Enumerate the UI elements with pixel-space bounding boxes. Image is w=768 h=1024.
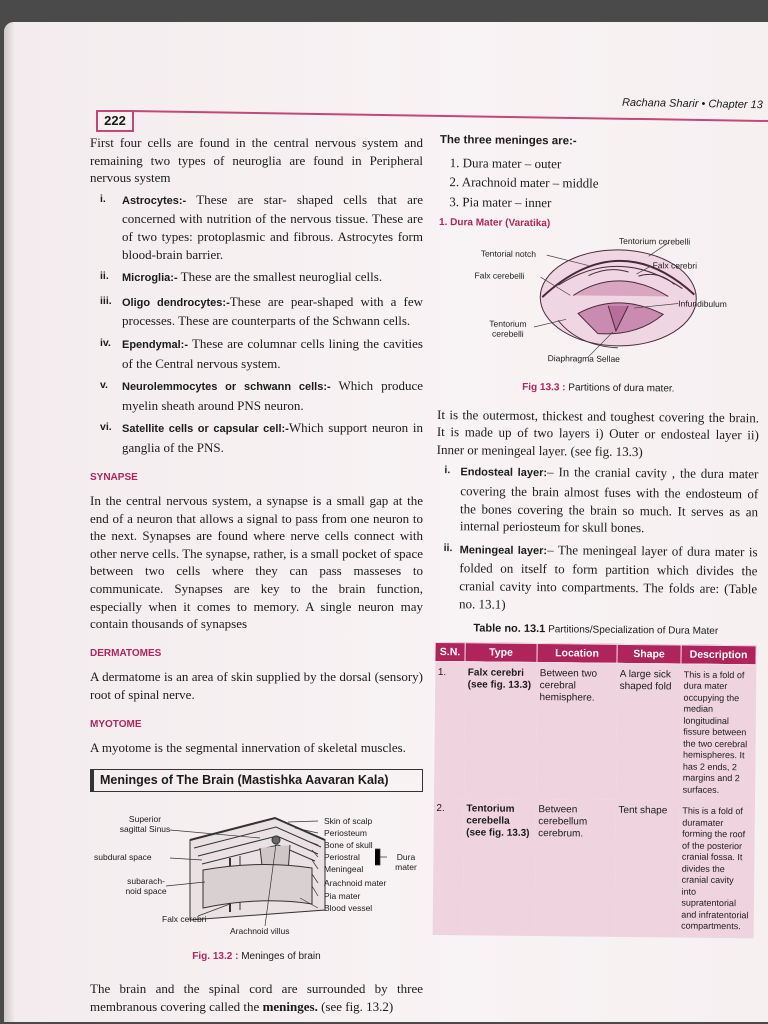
meninges-heading-box: Meninges of The Brain (Mastishka Aavaran Kala) <box>90 769 423 793</box>
caption-number: Fig 13.3 : <box>522 381 566 394</box>
fig-label: Falx cerebelli <box>474 270 525 281</box>
item-term: Endosteal layer: <box>460 466 548 480</box>
dura-layers-list <box>435 462 759 615</box>
right-column <box>432 132 762 938</box>
cell-location: Between two cerebral hemisphere. <box>536 662 617 800</box>
item-number: v. <box>100 379 108 392</box>
item-term: Oligo dendrocytes:- <box>122 296 230 309</box>
list-item <box>444 463 759 538</box>
table-caption-text: Partitions/Specialization of Dura Mater <box>545 624 719 638</box>
myotome-paragraph: A myotome is the segmental innervation of skeletal muscles. <box>90 740 406 756</box>
fig-label: Pia mater <box>324 891 361 902</box>
item-number: iii. <box>100 294 112 307</box>
dura-paragraph: It is the outermost, thickest and toughest covering the brain. It is made up of two layers i) Outer or endosteal layer ii) Inner or meningeal layer. (see fig. 13.3) <box>436 406 760 459</box>
cell-shape: Tent shape <box>614 800 679 937</box>
closing-text: The brain and the spinal cord are surrounded by three membranous covering called the <box>90 981 423 1014</box>
item-number: ii. <box>443 541 453 554</box>
fig-label: Arachnoid mater <box>324 878 387 889</box>
fig-label: Skin of scalp <box>324 816 373 827</box>
item-number: ii. <box>100 270 109 283</box>
column-header: S.N. <box>435 642 465 661</box>
fig-label: Tentorium cerebelli <box>489 318 527 339</box>
fig-label: Bone of skull <box>324 840 373 851</box>
header-rule <box>130 110 768 122</box>
list-item <box>100 419 423 456</box>
left-column <box>90 134 423 1019</box>
item-term: Ependymal:- <box>122 338 189 351</box>
item-term: Meningeal layer: <box>459 543 548 557</box>
list-item: 1. Dura mater – outer <box>449 154 562 171</box>
list-item <box>100 377 423 414</box>
table-row <box>434 661 756 801</box>
caption-number: Fig. 13.2 : <box>192 951 239 963</box>
fig-label: Infundibulum <box>678 298 727 309</box>
item-text: These are columnar cells lining the cavities of the Central nervous system. <box>122 335 423 371</box>
neuroglia-list <box>90 191 423 457</box>
item-term: Neurolemmocytes or schwann cells:- <box>122 381 331 394</box>
column-header: Description <box>681 645 756 665</box>
cell-type: Falx cerebri (see fig. 13.3) <box>464 661 537 799</box>
table-caption-number: Table no. 13.1 <box>473 622 546 636</box>
item-number: vi. <box>100 421 112 434</box>
fig-label: Diaphragma Sellae <box>547 353 620 364</box>
fig-label: Meningeal <box>324 864 364 875</box>
fig-label: Arachnoid villus <box>230 926 290 937</box>
fig-label: Tentorium cerebelli <box>618 235 691 247</box>
cell-sn: 1. <box>434 661 465 798</box>
fig-label: Superior sagittal Sinus <box>119 814 171 835</box>
figure-13-2 <box>90 800 423 950</box>
item-term: Microglia:- <box>122 272 178 285</box>
page-number: 222 <box>96 110 134 132</box>
meninges-list <box>439 154 762 214</box>
figure-13-3 <box>437 234 760 377</box>
fig-label: Periosteum <box>324 828 367 839</box>
cell-location: Between cerebellum cerebrum. <box>534 799 615 936</box>
item-text: Which produce myelin sheath around PNS neuron. <box>122 378 423 413</box>
item-text: – The meningeal layer of dura mater is folded on itself to form partition which divides the cranial cavity into compartments. The folds are: (Table no. 13.1) <box>458 541 758 612</box>
item-text: – In the cranial cavity , the dura mater covering the brain almost fuses with the endosteum of the bones covering the brain so much. It serves as an internal periosteum for skull bones. <box>459 464 759 536</box>
fig-label: subarach-noid space <box>125 876 167 897</box>
dermatomes-paragraph: A dermatome is an area of skin supplied by the dorsal (sensory) root of spinal nerve. <box>90 669 423 703</box>
caption-text: Partitions of dura mater. <box>565 382 675 395</box>
table-caption <box>435 620 757 641</box>
item-term: Satellite cells or capsular cell:- <box>122 423 289 436</box>
fig-label: Tentorial notch <box>480 248 537 259</box>
fig-label: Dura mater <box>395 852 417 873</box>
list-item <box>100 191 423 263</box>
item-text: Which support neuron in ganglia of the PNS. <box>122 420 423 455</box>
figure-13-3-caption <box>437 378 759 399</box>
item-number: i. <box>100 192 106 205</box>
fig-label: Periostral <box>324 852 360 863</box>
list-item: 3. Pia mater – inner <box>449 193 552 210</box>
cell-description: This is a fold of dura mater occupying the median longitudinal fissure between the two cerebral hemispheres. It has 2 ends, 2 margins and 2 surfaces. <box>680 664 756 802</box>
item-number: iv. <box>100 336 111 349</box>
closing-paragraph <box>90 980 423 1015</box>
column-header: Type <box>465 642 537 662</box>
column-header: Shape <box>617 644 681 664</box>
dura-partitions-table <box>432 642 757 938</box>
table-row <box>432 798 754 938</box>
item-number: i. <box>444 464 451 477</box>
meninges-title: The three meninges are:- <box>439 133 577 148</box>
book-page <box>4 22 768 1022</box>
item-term: Astrocytes:- <box>122 194 187 207</box>
list-item: 2. Arachnoid mater – middle <box>449 174 599 191</box>
intro-paragraph: First four cells are found in the central nervous system and remaining two types of neuroglia are found in Peripheral nervous system <box>90 135 423 186</box>
dermatomes-heading: DERMATOMES <box>90 647 162 659</box>
fig-label: subdural space <box>94 852 152 863</box>
synapse-heading: SYNAPSE <box>90 471 138 483</box>
list-item <box>100 268 423 288</box>
fig-label: Falx cerebri <box>652 260 698 271</box>
figure-13-2-caption <box>90 948 423 966</box>
cell-description: This is a fold of duramater forming the roof of the posterior cranial fossa. It divides the cranial cavity into supratentorial and infratentorial compartments. <box>678 801 754 938</box>
caption-text: Meninges of brain <box>238 951 321 963</box>
cell-type: Tentorium cerebella (see fig. 13.3) <box>462 798 535 935</box>
myotome-heading: MYOTOME <box>90 718 142 730</box>
fig-label: Falx cerebri <box>162 914 207 925</box>
item-text: These are the smallest neuroglial cells. <box>177 269 383 285</box>
synapse-paragraph: In the central nervous system, a synapse is a small gap at the end of a neuron that allows a signal to pass from one neuron to the next. Synapses are found where nerve cells connect with other nerve cells. The synapse, rather, is a small pocket of space between two cells where they can pass masseses to communicate. Synapses are key to the brain function, especially when it comes to memory. A single neuron may contain thousands of synapses <box>90 493 423 632</box>
cell-shape: A large sick shaped fold <box>616 663 681 801</box>
column-header: Location <box>537 643 617 663</box>
cell-sn: 2. <box>432 798 463 935</box>
running-title: Rachana Sharir • Chapter 13 <box>621 96 763 112</box>
item-text: These are pear-shaped with a few processes. These are counterparts of the Schwann cells. <box>122 293 423 329</box>
list-item <box>100 335 423 372</box>
dura-heading: 1. Dura Mater (Varatika) <box>438 217 551 230</box>
fig-label: Blood vessel <box>324 903 373 914</box>
item-text: These are star- shaped cells that are concerned with nutrition of the nervous tissue. These are of two types: protoplasmic and fibrous. Astrocytes form blood-brain barrier. <box>122 191 423 262</box>
page-edge <box>4 22 14 1022</box>
closing-text-end: (see fig. 13.2) <box>317 998 394 1014</box>
list-item <box>443 540 758 615</box>
list-item <box>100 293 423 330</box>
closing-bold-term: meninges. <box>262 998 318 1014</box>
